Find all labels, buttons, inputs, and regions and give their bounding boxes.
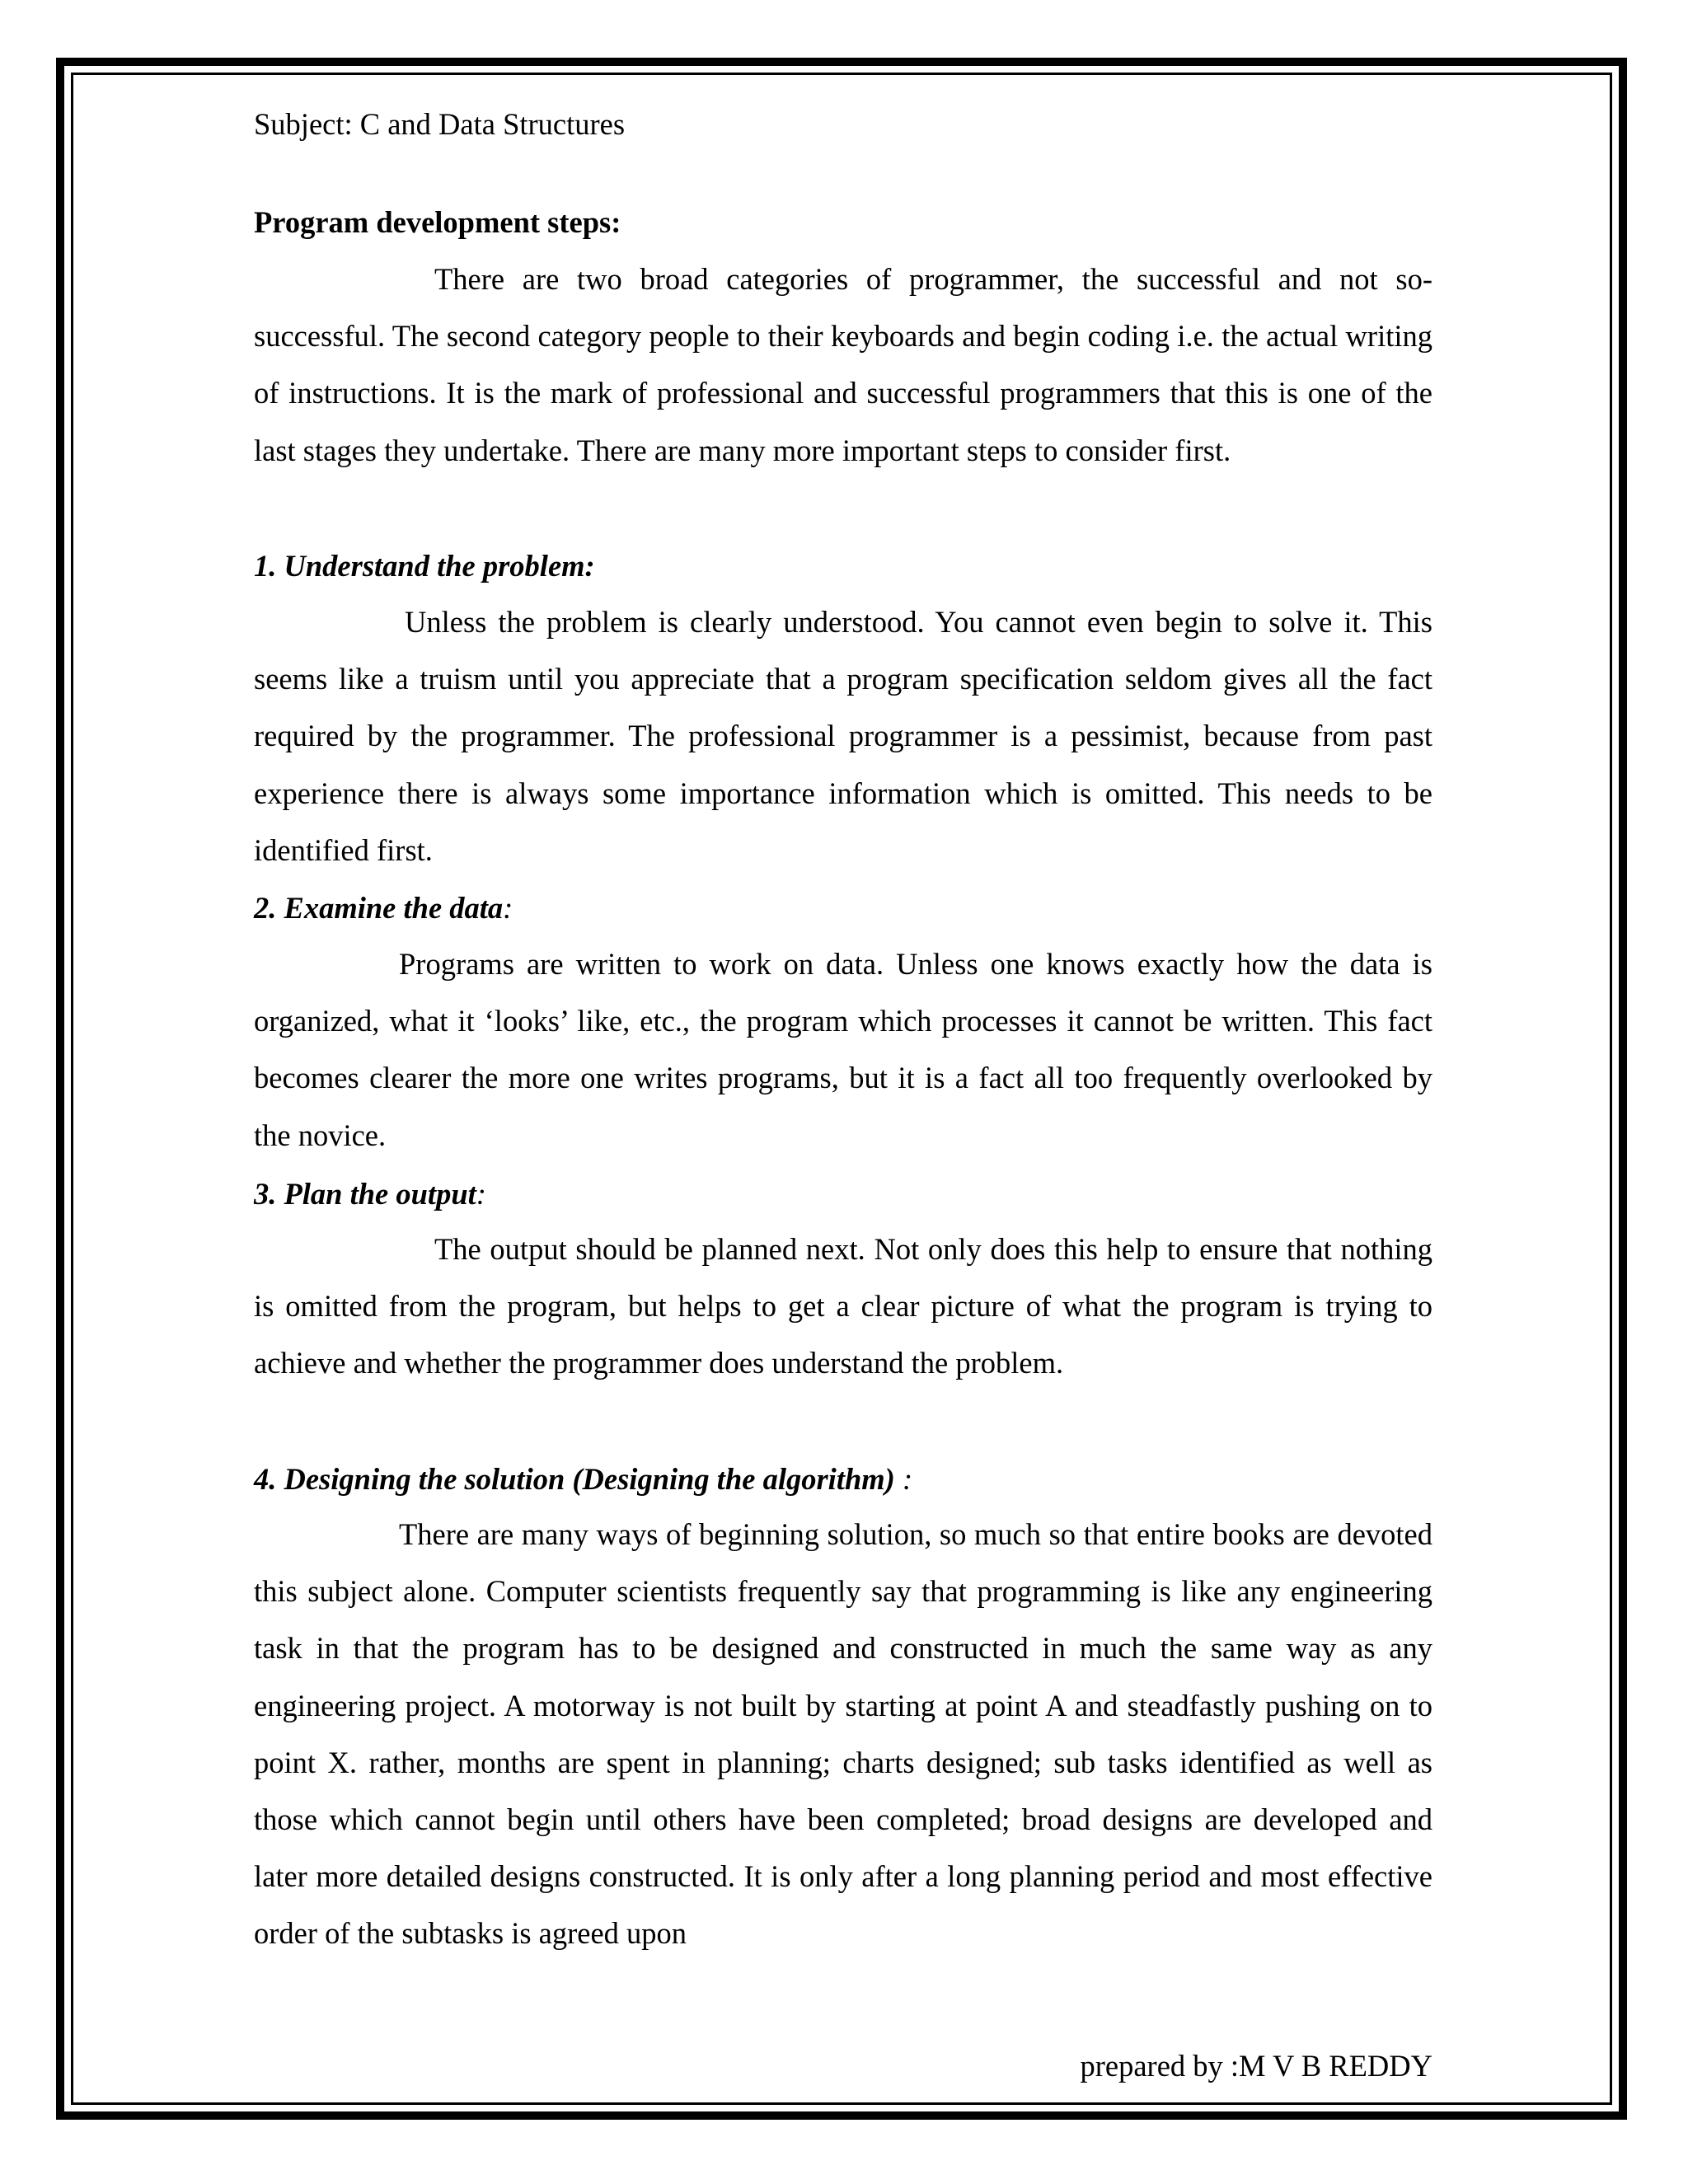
step-2-paragraph: Programs are written to work on data. Unless one knows exactly how the data is organized, what it ‘looks’ like, etc., the program which processes it cannot be written. This fact becomes clearer the more one writes programs, but it is a fact all too frequently overlooked by the novice. (254, 947, 1432, 1152)
step-2-heading (254, 888, 513, 928)
step-3-heading (254, 1174, 486, 1214)
step-1-heading (254, 546, 595, 586)
step-2-colon: : (503, 891, 513, 925)
step-4-paragraph: There are many ways of beginning solution, so much so that entire books are devoted this subject alone. Computer scientists frequently say that programming is like any engineering task in that the program has to be designed and constructed in much the same way as any engineering project. A motorway is not built by starting at point A and steadfastly pushing on to point X. rather, months are spent in planning; charts designed; sub tasks identified as well as those which cannot begin until others have been completed; broad designs are developed and later more detailed designs constructed. It is only after a long planning period and most effective order of the subtasks is agreed upon (254, 1517, 1432, 1951)
step-3-paragraph: The output should be planned next. Not only does this help to ensure that nothing is omitted from the program, but helps to get a clear picture of what the program is trying to achieve and whether the programmer does understand the problem. (254, 1232, 1432, 1380)
step-4-heading (254, 1460, 912, 1499)
step-4-title: 4. Designing the solution (Designing the algorithm) (254, 1462, 895, 1496)
subject-header: Subject: C and Data Structures (254, 107, 626, 141)
step-2-title: 2. Examine the data (254, 891, 504, 925)
section-title: Program development steps: (254, 205, 621, 239)
step-3-title: 3. Plan the output (254, 1177, 476, 1211)
prepared-by-footer: prepared by :M V B REDDY (1080, 2049, 1432, 2083)
step-4-colon: : (894, 1462, 913, 1496)
step-1-paragraph: Unless the problem is clearly understood. You cannot even begin to solve it. This seems like a truism until you appreciate that a program specification seldom gives all the fact required by the programmer. The professional programmer is a pessimist, because from past experience there is always some importance information which is omitted. This needs to be identified first. (254, 605, 1432, 867)
step-1-title: 1. Understand the problem: (254, 549, 595, 583)
intro-paragraph: There are two broad categories of programmer, the successful and not so-successful. The second category people to their keyboards and begin coding i.e. the actual writing of instructions. It is the mark of professional and successful programmers that this is one of the last stages they undertake. There are many more important steps to consider first. (254, 262, 1432, 467)
step-3-colon: : (476, 1177, 486, 1211)
